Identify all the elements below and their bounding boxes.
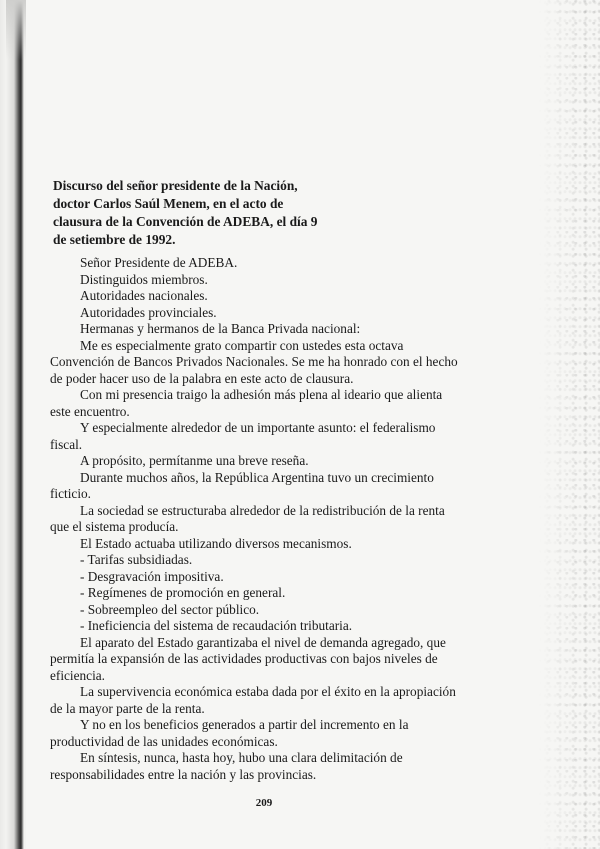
page-number: 209 <box>255 797 273 809</box>
text-line: Convención de Bancos Privados Nacionales. Se me ha honrado con el hecho <box>50 354 458 369</box>
text-line: de poder hacer uso de la palabra en este acto de clausura. <box>50 370 354 386</box>
text-line: Con mi presencia traigo la adhesión más plena al ideario que alienta <box>80 387 443 402</box>
title-line: clausura de la Convención de ADEBA, el día 9 <box>53 214 318 229</box>
text-line: productividad de las unidades económicas. <box>50 733 278 749</box>
text-line: La sociedad se estructuraba alrededor de la redistribución de la renta <box>80 502 445 518</box>
list-item: - Ineficiencia del sistema de recaudación tributaria. <box>80 618 353 633</box>
text-line: A propósito, permítanme una breve reseña. <box>80 453 309 468</box>
page-binding-edge <box>0 0 26 849</box>
text-line: La supervivencia económica estaba dada por el éxito en la apropiación <box>80 684 456 699</box>
text-line: Autoridades provinciales. <box>80 304 217 320</box>
title-line: doctor Carlos Saúl Menem, en el acto de <box>53 196 284 211</box>
title-line: de setiembre de 1992. <box>53 232 176 247</box>
text-line: El Estado actuaba utilizando diversos mecanismos. <box>80 535 352 551</box>
list-item: - Sobreempleo del sector público. <box>80 601 260 617</box>
list-item: - Regímenes de promoción en general. <box>80 585 286 600</box>
text-line: Señor Presidente de ADEBA. <box>80 255 238 270</box>
text-line: que el sistema producía. <box>50 519 179 534</box>
text-line: Y especialmente alrededor de un importante asunto: el federalismo <box>80 420 436 435</box>
text-line: Durante muchos años, la República Argentina tuvo un crecimiento <box>80 469 434 485</box>
text-line: Me es especialmente grato compartir con ustedes esta octava <box>80 337 404 353</box>
text-line: permitía la expansión de las actividades productivas con bajos niveles de <box>50 651 438 666</box>
text-line: fiscal. <box>50 436 83 452</box>
binding-shadow <box>6 0 26 60</box>
text-line: El aparato del Estado garantizaba el nivel de demanda agregado, que <box>80 634 446 650</box>
text-line: Autoridades nacionales. <box>80 288 208 303</box>
text-line: de la mayor parte de la renta. <box>50 700 205 716</box>
list-item: - Desgravación impositiva. <box>80 568 224 584</box>
list-item: - Tarifas subsidiadas. <box>80 552 193 567</box>
text-line: Hermanas y hermanos de la Banca Privada nacional: <box>80 321 361 336</box>
text-line: ficticio. <box>50 486 91 501</box>
text-line: responsabilidades entre la nación y las provincias. <box>50 766 317 782</box>
speech-body <box>50 255 480 783</box>
text-line: En síntesis, nunca, hasta hoy, hubo una clara delimitación de <box>80 750 403 765</box>
text-line: eficiencia. <box>50 667 105 683</box>
text-line: Y no en los beneficios generados a partir del incremento en la <box>80 717 409 732</box>
text-line: Distinguidos miembros. <box>80 271 208 287</box>
text-line: este encuentro. <box>50 403 130 419</box>
title-line: Discurso del señor presidente de la Nación, <box>53 178 298 193</box>
scan-noise <box>538 0 600 849</box>
speech-title <box>53 177 353 249</box>
